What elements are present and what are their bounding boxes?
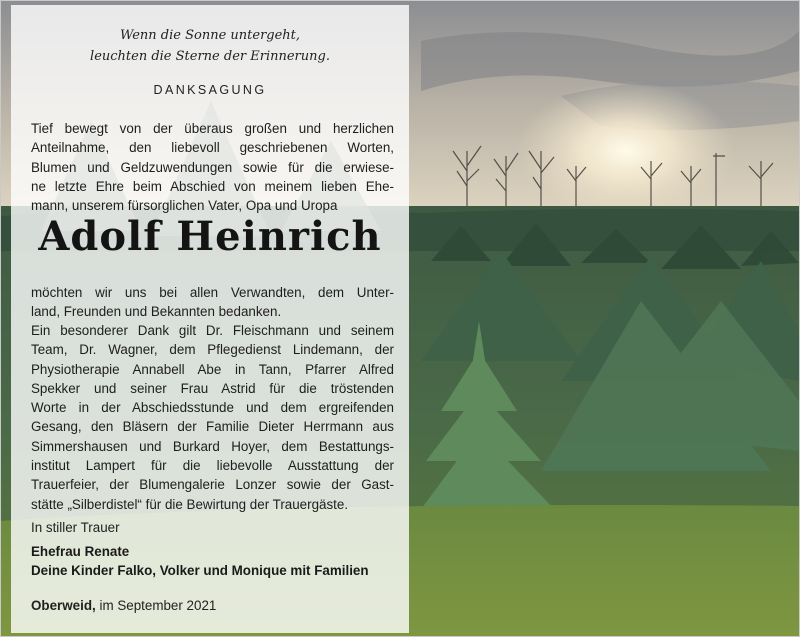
intro-paragraph xyxy=(31,119,394,215)
special-thanks-line: Worte in der Abschiedsstunde und dem ergreifenden xyxy=(31,400,394,416)
text-panel xyxy=(11,5,409,633)
special-thanks-line: Spekker und seiner Frau Astrid für die tröstenden xyxy=(31,380,394,396)
heading: DANKSAGUNG xyxy=(153,83,267,97)
intro-line: Blumen und Geldzuwendungen sowie für die erwiese- xyxy=(31,159,394,175)
intro-line: Anteilnahme, den liebevoll geschriebenen Worten, xyxy=(31,140,394,156)
intro-line: Tief bewegt von der überaus großen und herzlichen xyxy=(31,121,394,136)
date: im September 2021 xyxy=(99,598,217,613)
special-thanks-line: Physiotherapie Annabell Abe in Tann, Pfarrer Alfred xyxy=(31,361,394,377)
mourner-children: Deine Kinder Falko, Volker und Monique mit Familien xyxy=(31,563,369,578)
special-thanks-line: Ein besonderer Dank gilt Dr. Fleischmann und seinem xyxy=(31,323,394,338)
thanks-paragraph xyxy=(31,283,394,322)
mourner-spouse: Ehefrau Renate xyxy=(31,544,130,559)
motto-line-2: leuchten die Sterne der Erinnerung. xyxy=(90,49,330,64)
thanks-line: möchten wir uns bei allen Verwandten, dem Unter- xyxy=(31,285,394,300)
special-thanks-line: stätte „Silberdistel“ für die Bewirtung der Trauergäste. xyxy=(31,496,349,512)
special-thanks-line: institut Lampert für die liebevolle Ausstattung der xyxy=(31,458,394,474)
thanks-line: land, Freunden und Bekannten bedanken. xyxy=(31,304,282,320)
place: Oberweid, xyxy=(31,598,96,613)
special-thanks-line: Trauerfeier, der Blumengalerie Lonzer sowie der Gast- xyxy=(31,477,394,493)
special-thanks-paragraph xyxy=(31,321,394,514)
motto-line-1: Wenn die Sonne untergeht, xyxy=(119,28,301,43)
intro-line: mann, unserem fürsorglichen Vater, Opa und Uropa xyxy=(31,198,338,214)
motto xyxy=(11,25,409,67)
special-thanks-line: Gesang, den Bläsern der Familie Dieter Herrmann aus xyxy=(31,419,394,435)
special-thanks-line: Simmershausen und Burkard Hoyer, dem Bestattungs- xyxy=(31,438,394,454)
intro-line: ne letzte Ehre beim Abschied von meinem lieben Ehe- xyxy=(31,178,394,194)
sun xyxy=(516,81,736,221)
place-date xyxy=(31,598,216,613)
deceased-name: Adolf Heinrich xyxy=(38,213,382,260)
special-thanks-line: Team, Dr. Wagner, dem Pflegedienst Lindemann, der xyxy=(31,342,394,358)
trauer-label: In stiller Trauer xyxy=(31,520,120,535)
